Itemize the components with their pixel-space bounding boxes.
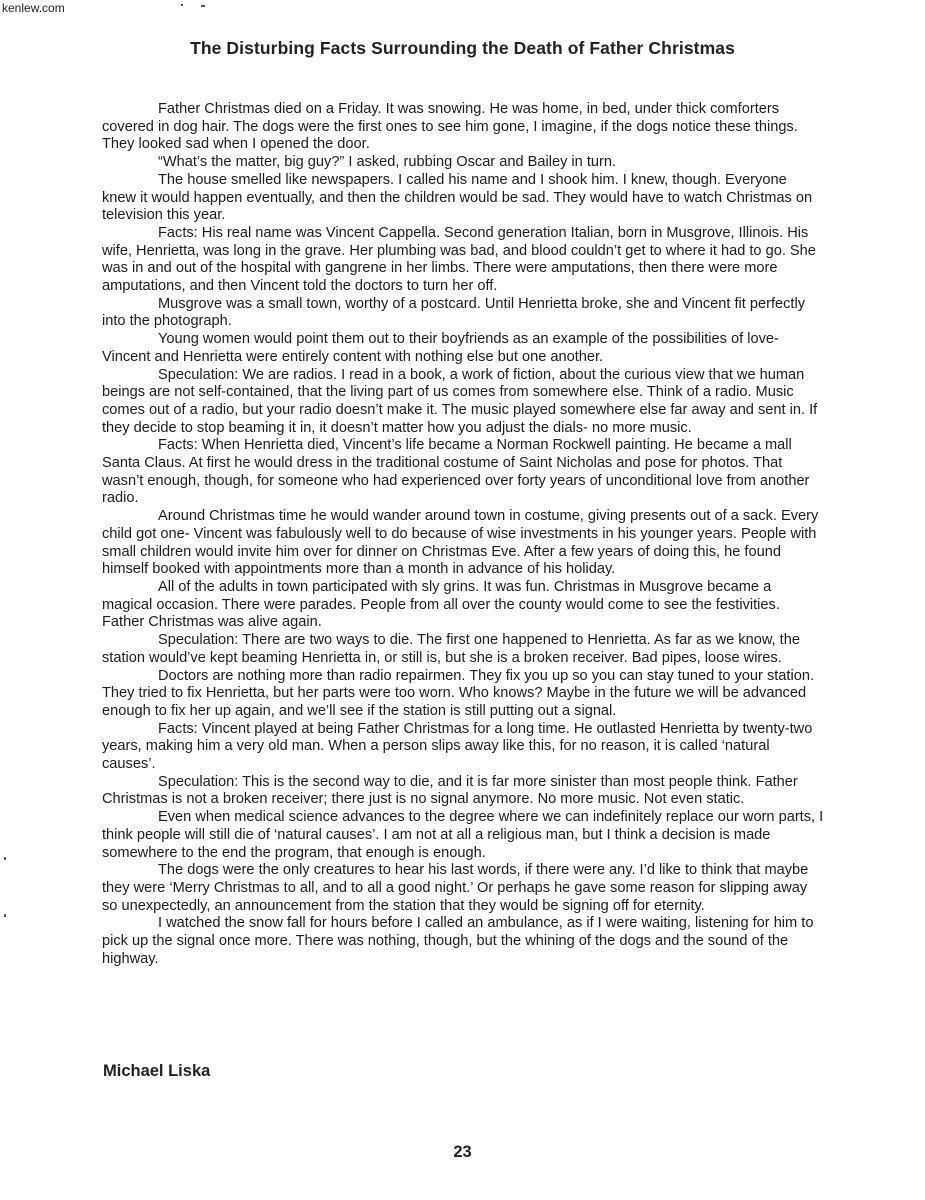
- author-name: Michael Liska: [103, 1062, 211, 1080]
- paragraph: “What’s the matter, big guy?” I asked, rubbing Oscar and Bailey in turn.: [158, 154, 617, 171]
- paragraph: The dogs were the only creatures to hear his last words, if there were any. I’d like to think that maybe they were ‘Merry Christmas to all, and to all a good night.’ Or perhaps he gave some reason for slipping away so unexpectedly, an announcement from the station that they would be signing off for eternity.: [102, 862, 809, 914]
- paragraph: I watched the snow fall for hours before I called an ambulance, as if I were waiting, listening for him to pick up the signal once more. There was nothing, though, but the whining of the dogs and the sound of the highway.: [102, 915, 814, 967]
- scan-speck: [4, 914, 6, 917]
- page-number: 23: [453, 1143, 472, 1161]
- paragraph: Facts: When Henrietta died, Vincent’s life became a Norman Rockwell painting. He became a mall Santa Claus. At first he would dress in the traditional costume of Saint Nicholas and pose for photos. That wasn’t enough, though, for someone who had experienced over forty years of unconditional love from another radio.: [102, 437, 810, 507]
- paragraph: Around Christmas time he would wander around town in costume, giving presents out of a sack. Every child got one- Vincent was fabulously well to do because of wise investments in his younger years. People with small children would invite him over for dinner on Christmas Eve. After a few years of doing this, he found himself booked with appointments more than a month in advance of his holiday.: [102, 508, 819, 578]
- article-body: [102, 101, 824, 968]
- paragraph: The house smelled like newspapers. I called his name and I shook him. I knew, though. Everyone knew it would happen eventually, and then the children would be sad. They would have to watch Christmas on television this year.: [102, 171, 813, 224]
- scan-speck: [181, 4, 183, 6]
- article-title: The Disturbing Facts Surrounding the Death of Father Christmas: [190, 38, 735, 58]
- scan-speck: [201, 5, 205, 7]
- paragraph: Facts: His real name was Vincent Cappella. Second generation Italian, born in Musgrove, Illinois. His wife, Henrietta, was long in the grave. Her plumbing was bad, and blood couldn’t get to where it had to go. She was in and out of the hospital with gangrene in her limbs. There were amputations, then there were more amputations, and then Vincent told the doctors to turn her off.: [102, 224, 816, 295]
- scan-speck: [4, 857, 6, 860]
- paragraph: Speculation: There are two ways to die. The first one happened to Henrietta. As far as we know, the station would’ve kept beaming Henrietta in, or still is, but she is a broken receiver. Bad pipes, loose wires.: [102, 632, 800, 666]
- paragraph: Speculation: This is the second way to die, and it is far more sinister than most people think. Father Christmas is not a broken receiver; there just is no signal anymore. No more music. Not even static.: [102, 773, 798, 808]
- paragraph: Even when medical science advances to the degree where we can indefinitely replace our worn parts, I think people will still die of ‘natural causes’. I am not at all a religious man, but I think a decision is made somewhere to the end the program, that enough is enough.: [102, 809, 824, 861]
- paragraph: Speculation: We are radios. I read in a book, a work of fiction, about the curious view that we human beings are not self-contained, that the living part of us comes from somewhere else. Think of a radio. Music comes out of a radio, but your radio doesn’t make it. The music played somewhere else far away and sent in. If they decide to stop beaming it in, it doesn’t matter how you adjust the dials- no more music.: [102, 366, 818, 436]
- watermark: kenlew.com: [2, 1, 65, 15]
- paragraph: Young women would point them out to their boyfriends as an example of the possibilities of love- Vincent and Henrietta were entirely content with nothing else but one another.: [102, 331, 779, 365]
- paragraph: Doctors are nothing more than radio repairmen. They fix you up so you can stay tuned to your station. They tried to fix Henrietta, but her parts were too worn. Who knows? Maybe in the future we will be advanced enough to fix her up again, and we’ll see if the station is still putting out a signal.: [102, 667, 814, 719]
- paragraph: Facts: Vincent played at being Father Christmas for a long time. He outlasted Henrietta by twenty-two years, making him a very old man. When a person slips away like this, for no reason, it is called ‘natural causes’.: [102, 720, 813, 773]
- paragraph: Father Christmas died on a Friday. It was snowing. He was home, in bed, under thick comforters covered in dog hair. The dogs were the first ones to see him gone, I imagine, if the dogs notice these things. They looked sad when I opened the door.: [102, 101, 798, 153]
- paragraph: Musgrove was a small town, worthy of a postcard. Until Henrietta broke, she and Vincent fit perfectly into the photograph.: [102, 295, 806, 330]
- paragraph: All of the adults in town participated with sly grins. It was fun. Christmas in Musgrove became a magical occasion. There were parades. People from all over the county would come to see the festivities. Father Christmas was alive again.: [102, 578, 780, 631]
